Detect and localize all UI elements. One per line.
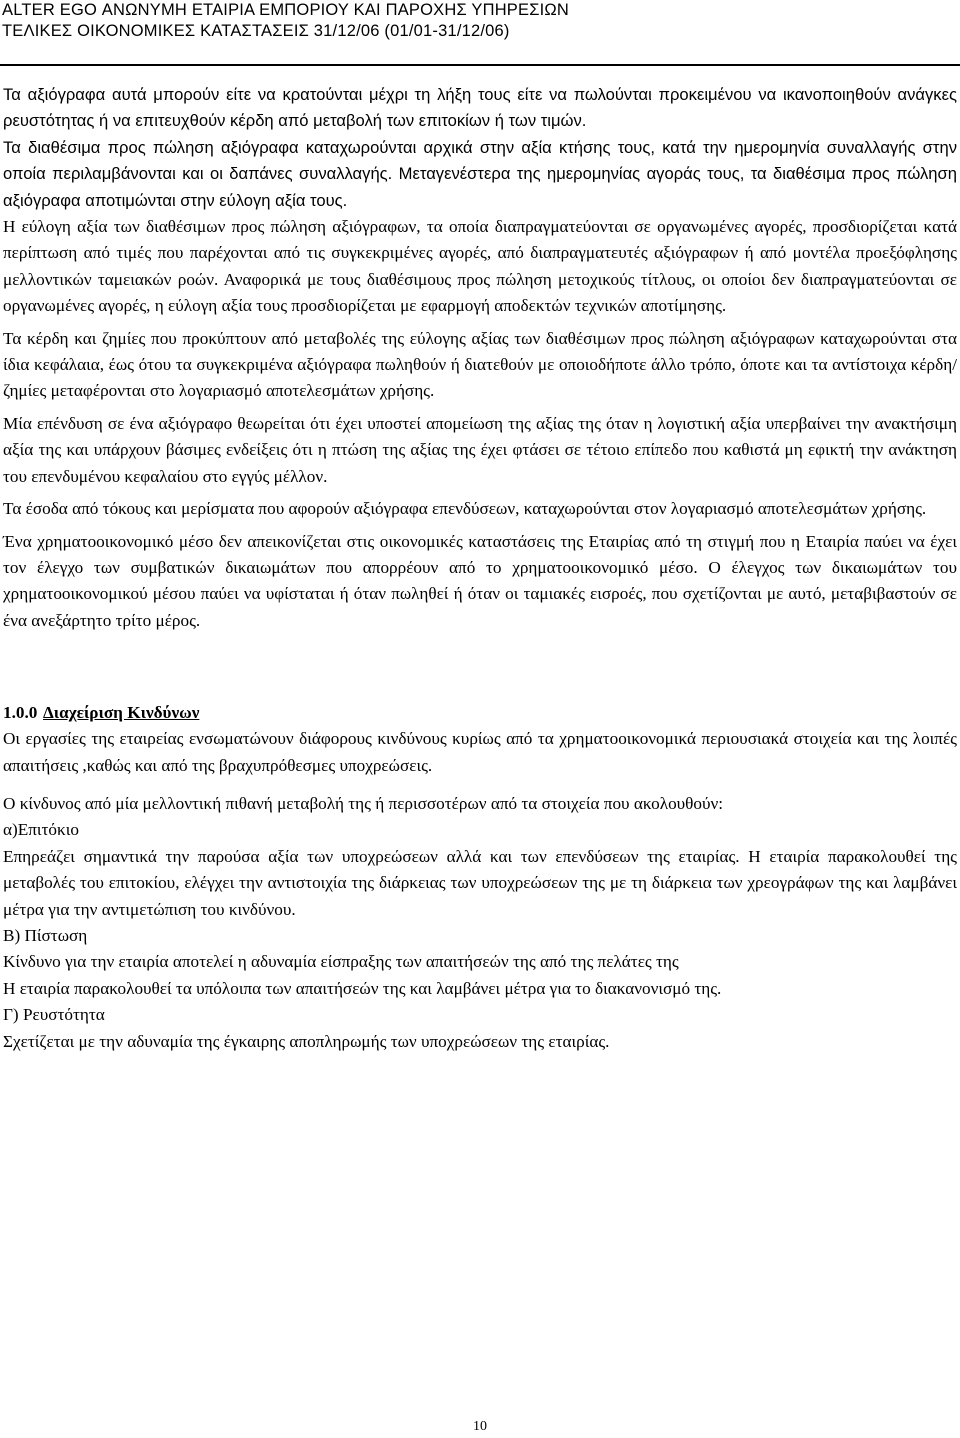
paragraph-income: Τα έσοδα από τόκους και μερίσματα που αφορούν αξιόγραφα επενδύσεων, καταχωρούνται στον λογαριασμό αποτελεσμάτων χρήσης. xyxy=(3,499,927,519)
paragraph-initial-recognition: Τα διαθέσιμα προς πώληση αξιόγραφα καταχωρούνται αρχικά στην αξία κτήσης τους, κατά την ημερομηνία συναλλαγής στην οποία περιλαμβάνονται και οι δαπάνες συναλλαγής. Μεταγενέστερα της ημερομηνίας αγοράς τους, τα διαθέσιμα προς πώληση αξιόγραφα αποτιμώνται στην εύλογη αξία τους. xyxy=(3,137,957,210)
paragraph-gains-losses: Τα κέρδη και ζημίες που προκύπτουν από μεταβολές της εύλογης αξίας των διαθέσιμων προς πώληση αξιόγραφων καταχωρούνται στα ίδια κεφάλαια, έως ότου τα συγκεκριμένα αξιόγραφα πωληθούν ή διατεθούν με οποιοδήποτε άλλο τρόπο, όποτε και τα αντίστοιχα κέρδη/ζημίες μεταφέρονται στο λογαριασμό αποτελεσμάτων χρήσης. xyxy=(3,328,957,401)
paragraph-impairment: Μία επένδυση σε ένα αξιόγραφο θεωρείται ότι έχει υποστεί απομείωση της αξίας της όταν η λογιστική αξία υπερβαίνει την ανακτήσιμη αξία της και υπάρχουν βάσιμες ενδείξεις ότι η πτώση της αξίας της έχει φτάσει σε τέτοιο επίπεδο που καθιστά μη εφικτή την ανάκτηση του επενδυμένου κεφαλαίου στο εγγύς μέλλον. xyxy=(3,413,957,486)
statements-subtitle: ΤΕΛΙΚΕΣ ΟΙΚΟΝΟΜΙΚΕΣ ΚΑΤΑΣΤΑΣΕΙΣ 31/12/06 (01/01-31/12/06) xyxy=(2,22,510,40)
page-header xyxy=(2,0,952,42)
credit-text-1: Κίνδυνο για την εταιρία αποτελεί η αδυναμία είσπραξης των απαιτήσεών της από της πελάτες της xyxy=(3,952,679,972)
paragraph-derecognition: Ένα χρηματοοικονομικό μέσο δεν απεικονίζεται στις οικονομικές καταστάσεις της Εταιρίας από τη στιγμή που η Εταιρία παύει να έχει τον έλεγχο των συμβατικών δικαιωμάτων που απορρέουν από το χρηματοοικονομικό μέσο. Ο έλεγχος των δικαιωμάτων του χρηματοοικονομικού μέσου παύει να υφίσταται ή όταν πωληθεί ή όταν οι ταμιακές εισροές, που σχετίζονται με αυτό, μεταβιβαστούν σε ένα ανεξάρτητο τρίτο μέρος. xyxy=(3,531,957,630)
interest-text: Επηρεάζει σημαντικά την παρούσα αξία των υποχρεώσεων αλλά και των επενδύσεων της εταιρίας. Η εταιρία παρακολουθεί της μεταβολές του επιτοκίου, ελέγχει την αντιστοιχία της διάρκειας των υποχρεώσεων της με τη διάρκεια των χρεογράφων της και λαμβάνει μέτρα για την αντιμετώπιση του κινδύνου. xyxy=(3,846,957,919)
risk-intro: Ο κίνδυνος από μία μελλοντική πιθανή μεταβολή της ή περισσοτέρων από τα στοιχεία που ακολουθούν: xyxy=(3,793,724,813)
section-number: 1.0.0 xyxy=(3,703,38,723)
paragraph-securities-holding: Τα αξιόγραφα αυτά μπορούν είτε να κρατούνται μέχρι τη λήξη τους είτε να πωλούνται προκειμένου να ικανοποιηθούν ανάγκες ρευστότητας ή να επιτευχθούν κέρδη από μεταβολή των επιτοκίων ή των τιμών. xyxy=(3,85,957,131)
credit-label: Β) Πίστωση xyxy=(3,925,88,945)
section-intro: Οι εργασίες της εταιρείας ενσωματώνουν διάφορους κινδύνους κυρίως από τα χρηματοοικονομικά περιουσιακά στοιχεία και της λοιπές απαιτήσεις ,καθώς και από της βραχυπρόθεσμες υποχρεώσεις. xyxy=(3,729,957,775)
document-body xyxy=(3,82,957,1055)
credit-text-2: Η εταιρία παρακολουθεί τα υπόλοιπα των απαιτήσεών της και λαμβάνει μέτρα για το διακανονισμό της. xyxy=(3,978,722,998)
header-divider xyxy=(0,64,960,66)
page-number: 10 xyxy=(473,1419,487,1434)
interest-label: α)Επιτόκιο xyxy=(3,820,79,840)
liquidity-label: Γ) Ρευστότητα xyxy=(3,1005,105,1025)
paragraph-fair-value: Η εύλογη αξία των διαθέσιμων προς πώληση αξιόγραφων, τα οποία διαπραγματεύονται σε οργανωμένες αγορές, προσδιορίζεται κατά περίπτωση από τιμές που παρέχονται από τις συγκεκριμένες αγορές, από διαπραγματευτές αξιόγραφων ή από μοντέλα προεξόφλησης μελλοντικών ταμειακών ροών. Αναφορικά με τους διαθέσιμους προς πώληση μετοχικούς τίτλους, οι οποίοι δεν διαπραγματεύονται σε οργανωμένες αγορές, η εύλογη αξία τους προσδιορίζεται με εφαρμογή αποδεκτών τεχνικών αποτίμησης. xyxy=(3,217,957,316)
company-name: ALTER EGO ΑΝΩΝΥΜΗ ΕΤΑΙΡΙΑ ΕΜΠΟΡΙΟΥ ΚΑΙ ΠΑΡΟΧΗΣ ΥΠΗΡΕΣΙΩΝ xyxy=(2,1,570,19)
section-title: Διαχείριση Κινδύνων xyxy=(43,703,200,723)
liquidity-text: Σχετίζεται με την αδυναμία της έγκαιρης αποπληρωμής των υποχρεώσεων της εταιρίας. xyxy=(3,1031,610,1051)
section-heading xyxy=(3,700,957,726)
